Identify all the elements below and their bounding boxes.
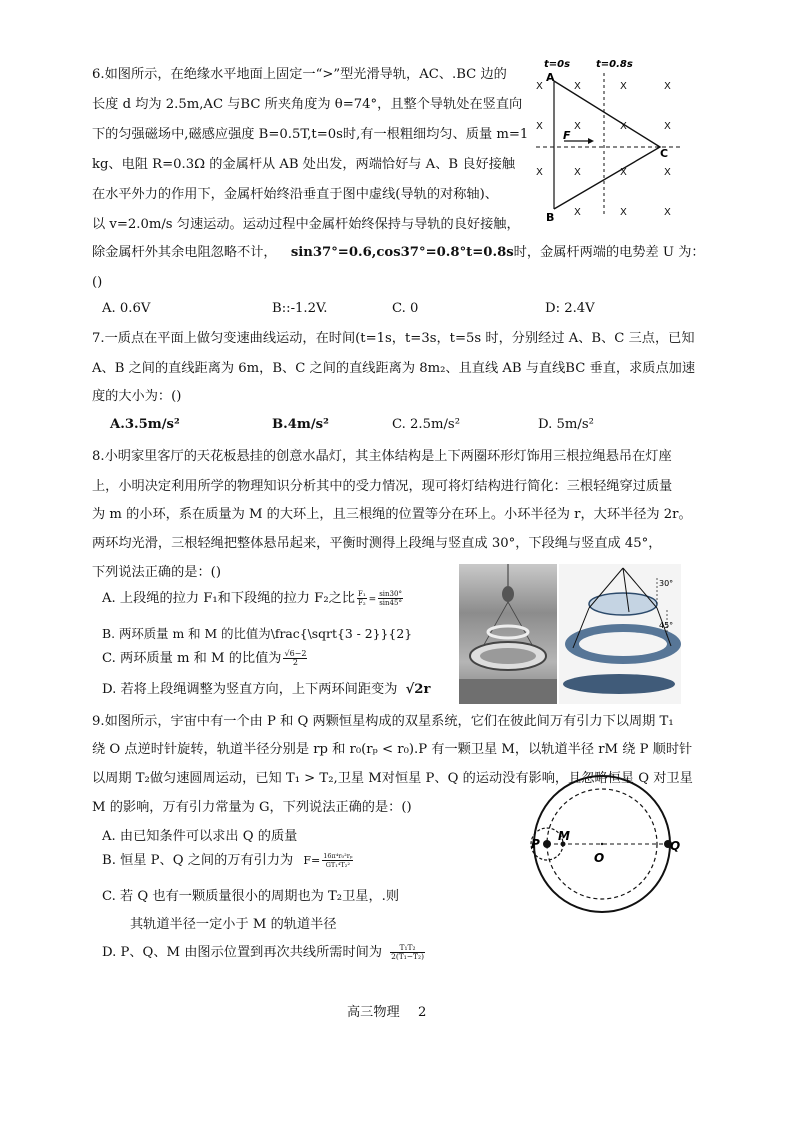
q6-line-4: kg、电阻 R=0.3Ω 的金属杆从 AB 处出发，两端恰好与 A、B 良好接触	[92, 157, 516, 172]
q6-line-1: 6.如图所示，在绝缘水平地面上固定一“>”型光滑导轨，AC、.BC 边的	[92, 67, 507, 82]
q6-line-8: ()	[92, 275, 103, 290]
q6-line-5: 在水平外力的作用下，金属杆始终沿垂直于图中虚线(导轨的对称轴)、	[92, 187, 498, 202]
field-cross-mark: X	[664, 81, 671, 92]
fig-rail	[554, 81, 660, 209]
q8-option-a-text: A. 上段绳的拉力 F₁和下段绳的拉力 F₂之比	[102, 591, 355, 606]
field-cross-mark: X	[664, 167, 671, 178]
photo-canopy	[502, 586, 514, 602]
label-q: Q	[670, 839, 681, 853]
q9-option-c-line-1: C. 若 Q 也有一颗质量很小的周期也为 T₂卫星，.则	[102, 889, 400, 904]
photo-floor	[459, 679, 557, 704]
field-cross-mark: X	[536, 121, 543, 132]
q9-line-2: 绕 O 点逆时针旋转，轨道半径分别是 rp 和 r₀(rₚ < r₀).P 有一颗卫星 M，以轨道半径 rM 绕 P 顺时针	[92, 742, 693, 757]
fig-label-f: F	[563, 129, 571, 142]
q9-force-fraction	[322, 852, 353, 869]
q9-orbit-figure	[522, 774, 682, 934]
q9-option-b-text: B. 恒星 P、Q 之间的万有引力为	[102, 853, 294, 868]
fig-label-c: C	[660, 147, 669, 160]
chandelier-diagram	[559, 564, 681, 704]
fig-label-t08: t=0.8s	[596, 59, 633, 70]
q9-force-num: 16π⁴r₀²rₚ	[323, 852, 353, 860]
q9-force-lhs: F=	[303, 854, 321, 867]
center-o-icon	[601, 843, 603, 845]
label-p: P	[531, 837, 540, 851]
q8-option-d-text: D. 若将上段绳调整为竖直方向，上下两环间距变为	[102, 682, 398, 697]
q8-mass-num: √6−2	[284, 649, 307, 658]
field-cross-mark: X	[664, 121, 671, 132]
chandelier-photo	[459, 564, 557, 704]
q6-line-7a: 除金属杆外其余电阻忽略不计，	[92, 245, 277, 260]
q8-sin-den: sin45°	[379, 599, 402, 607]
q6-option-b: B::-1.2V.	[272, 301, 328, 316]
q8-ratio-eq: =	[368, 595, 377, 605]
q6-line-3: 下的匀强磁场中,磁感应强度 B=0.5T,t=0s时,有一根粗细均匀、质量 m=1	[92, 127, 529, 142]
footer-subject: 高三物理	[347, 1005, 400, 1020]
q8-ratio-num: F₁	[357, 590, 366, 598]
q8-option-a	[102, 590, 405, 609]
label-m: M	[558, 829, 570, 843]
q9-time-fraction	[390, 944, 425, 961]
q8-line-3: 为 m 的小环，系在质量为 M 的大环上，且三根绳的位置等分在环上。小环半径为 r，大环半径为 2r。	[92, 507, 692, 522]
q8-line-5: 下列说法正确的是：()	[92, 565, 221, 580]
diagram-ring-hole	[579, 632, 667, 656]
fig-label-b: B	[546, 211, 555, 224]
q9-option-d	[102, 944, 427, 962]
fig-label-a: A	[546, 71, 555, 84]
q6-option-d: D: 2.4V	[545, 301, 595, 316]
field-cross-mark: X	[574, 81, 581, 92]
field-cross-mark: X	[664, 207, 671, 218]
chandelier-photo-drawing	[459, 564, 557, 704]
q8-option-c-text: C. 两环质量 m 和 M 的比值为	[102, 651, 282, 666]
field-cross-mark: X	[620, 121, 627, 132]
q9-line-4: M 的影响，万有引力常量为 G，下列说法正确的是：()	[92, 800, 412, 815]
field-cross-mark: X	[574, 167, 581, 178]
q9-option-c-line-2: 其轨道半径一定小于 M 的轨道半径	[130, 917, 337, 932]
q8-option-c	[102, 650, 309, 668]
q6-line-7c: 时，金属杆两端的电势差 U 为：	[513, 245, 705, 260]
q8-sin-fraction	[378, 590, 403, 607]
q7-option-d: D. 5m/s²	[538, 417, 594, 432]
q7-option-a: A.3.5m/s²	[110, 417, 180, 432]
q8-line-2: 上，小明决定利用所学的物理知识分析其中的受力情况，现可将灯结构进行简化：三根轻绳穿过质量	[92, 479, 673, 494]
q6-line-7	[92, 244, 705, 262]
fig-magnetic-field	[536, 81, 671, 218]
field-cross-mark: X	[574, 121, 581, 132]
field-cross-mark: X	[620, 167, 627, 178]
q9-time-den: 2(T₁−T₂)	[391, 952, 424, 961]
field-cross-mark: X	[574, 207, 581, 218]
q8-line-1: 8.小明家里客厅的天花板悬挂的创意水晶灯，其主体结构是上下两圈环形灯饰用三根拉绳悬吊在灯座	[92, 449, 672, 464]
q6-trig-values: sin37°=0.6,cos37°=0.8°t=0.8s	[290, 245, 514, 260]
q9-time-num: T₁T₂	[390, 944, 425, 953]
chandelier-diagram-drawing	[559, 564, 681, 704]
q6-option-a: A. 0.6V	[102, 301, 151, 316]
q8-option-d	[102, 681, 430, 699]
q9-option-a: A. 由已知条件可以求出 Q 的质量	[102, 829, 298, 844]
field-cross-mark: X	[620, 207, 627, 218]
q8-option-d-value: √2r	[405, 682, 431, 697]
q8-line-4: 两环均光滑，三根轻绳把整体悬吊起来，平衡时测得上段绳与竖直成 30°，下段绳与竖直成 45°，	[92, 536, 662, 551]
q8-ratio-den: F₂	[357, 599, 366, 607]
q7-line-3: 度的大小为：()	[92, 389, 182, 404]
page-footer	[347, 1004, 426, 1022]
q7-option-b: B.4m/s²	[272, 417, 329, 432]
field-cross-mark: X	[536, 81, 543, 92]
q8-option-b: B. 两环质量 m 和 M 的比值为\frac{\sqrt{3 - 2}}{2}	[102, 626, 413, 641]
q6-option-c: C. 0	[392, 301, 419, 316]
q7-option-c: C. 2.5m/s²	[392, 417, 460, 432]
q9-option-b	[102, 852, 355, 870]
field-cross-mark: X	[620, 81, 627, 92]
q6-line-6: 以 v=2.0m/s 匀速运动。运动过程中金属杆始终保持与导轨的良好接触，	[92, 217, 520, 232]
q8-sin-num: sin30°	[379, 590, 402, 598]
star-p-icon	[543, 840, 551, 848]
photo-small-ring	[488, 626, 528, 638]
diagram-angle-45: 45°	[659, 621, 674, 630]
q6-rail-figure	[530, 55, 690, 225]
q7-line-2: A、B 之间的直线距离为 6m，B、C 之间的直线距离为 8m₂、且直线 AB 与直线BC 垂直，求质点加速	[92, 361, 696, 376]
q9-option-d-text: D. P、Q、M 由图示位置到再次共线所需时间为	[102, 945, 383, 960]
footer-page-number: 2	[417, 1005, 427, 1020]
q8-mass-fraction	[283, 650, 307, 667]
diagram-angle-30: 30°	[659, 579, 674, 588]
photo-ring-inner	[480, 648, 536, 664]
diagram-base	[563, 674, 675, 694]
q7-line-1: 7.一质点在平面上做匀变速曲线运动，在时间(t=1s，t=3s，t=5s 时，分别经过 A、B、C 三点，已知	[92, 331, 695, 346]
fig-label-t0: t=0s	[544, 59, 571, 70]
q9-line-1: 9.如图所示，宇宙中有一个由 P 和 Q 两颗恒星构成的双星系统，它们在彼此间万有引力下以周期 T₁	[92, 714, 674, 729]
fig-arrowhead-icon	[588, 138, 594, 144]
q8-ratio-fraction	[357, 590, 367, 607]
q9-force-den: GT₁⁴T₂²	[325, 861, 351, 869]
label-o: O	[594, 851, 605, 865]
field-cross-mark: X	[536, 167, 543, 178]
q6-line-2: 长度 d 均为 2.5m,AC 与BC 所夹角度为 θ=74°，且整个导轨处在竖直向	[92, 97, 523, 112]
q8-mass-den: 2	[292, 658, 298, 667]
q9-line-3: 以周期 T₂做匀速圆周运动，已知 T₁ > T₂,卫星 M对恒星 P、Q 的运动没有影响，且忽略恒星 Q 对卫星	[92, 771, 693, 786]
